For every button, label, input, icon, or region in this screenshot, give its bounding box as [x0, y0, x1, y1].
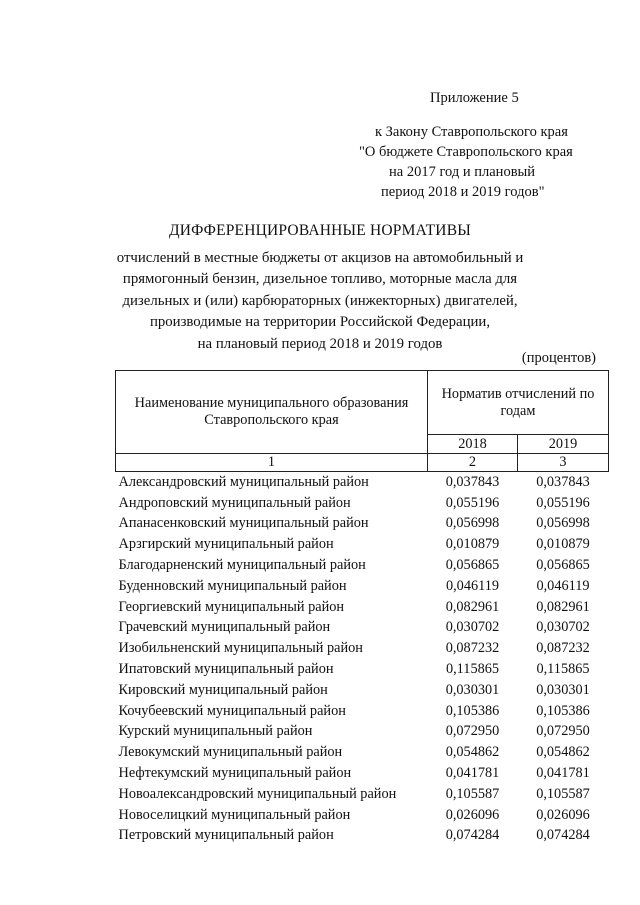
municipality-name: Ипатовский муниципальный район [118, 661, 334, 678]
value-2019: 0,055196 [536, 494, 590, 511]
value-2019: 0,105386 [536, 702, 590, 719]
table-body [116, 472, 609, 847]
column-number-3: 3 [518, 454, 609, 472]
municipality-name: Буденновский муниципальный район [118, 577, 347, 594]
table-row [116, 514, 609, 535]
header-norm: Норматив отчислений по годам [428, 371, 609, 435]
municipality-name: Левокумский муниципальный район [118, 744, 343, 761]
table-row [116, 805, 609, 826]
subtitle-line: на плановый период 2018 и 2019 годов [197, 335, 443, 352]
value-2019: 0,046119 [536, 577, 590, 594]
subtitle-line: производимые на территории Российской Федерации, [149, 314, 491, 331]
column-number-1: 1 [116, 454, 428, 472]
table-row [116, 659, 609, 680]
table-row [116, 701, 609, 722]
appendix-law-title-3: период 2018 и 2019 годов" [381, 184, 545, 200]
value-2019: 0,030301 [536, 681, 590, 698]
document-title: ДИФФЕРЕНЦИРОВАННЫЕ НОРМАТИВЫ [169, 222, 471, 239]
subtitle-line: прямогонный бензин, дизельное топливо, моторные масла для [122, 271, 518, 288]
table-row [116, 638, 609, 659]
municipality-name: Благодарненский муниципальный район [118, 557, 366, 574]
table-row [116, 555, 609, 576]
value-2018: 0,046119 [445, 577, 500, 594]
value-2018: 0,082961 [445, 598, 500, 615]
value-2018: 0,115865 [445, 661, 500, 678]
value-2018: 0,030702 [445, 619, 500, 636]
municipality-name: Апанасенковский муниципальный район [118, 515, 369, 532]
value-2018: 0,037843 [445, 473, 500, 490]
value-2019: 0,026096 [536, 806, 590, 823]
value-2019: 0,056865 [536, 557, 590, 574]
value-2018: 0,055196 [445, 494, 500, 511]
table-row [116, 680, 609, 701]
municipality-name: Кировский муниципальный район [118, 681, 328, 698]
value-2018: 0,056998 [445, 515, 500, 532]
value-2019: 0,074284 [536, 827, 590, 844]
norms-table [115, 370, 609, 846]
appendix-law-title-2: на 2017 год и плановый [389, 164, 536, 180]
column-number-2: 2 [428, 454, 518, 472]
municipality-name: Новоалександровский муниципальный район [118, 785, 397, 802]
header-year-2018: 2018 [428, 435, 518, 454]
municipality-name: Нефтекумский муниципальный район [118, 765, 352, 782]
value-2019: 0,087232 [536, 640, 590, 657]
table-row [116, 784, 609, 805]
value-2019: 0,037843 [536, 473, 590, 490]
appendix-law-title-1: "О бюджете Ставропольского края [359, 144, 573, 160]
value-2018: 0,087232 [445, 640, 500, 657]
table-row [116, 618, 609, 639]
value-2018: 0,026096 [445, 806, 500, 823]
value-2019: 0,082961 [536, 598, 590, 615]
table-row [116, 493, 609, 514]
value-2019: 0,030702 [536, 619, 590, 636]
municipality-name: Андроповский муниципальный район [118, 494, 351, 511]
municipality-name: Курский муниципальный район [118, 723, 313, 740]
value-2019: 0,054862 [536, 744, 590, 761]
value-2019: 0,041781 [536, 765, 590, 782]
appendix-number: Приложение 5 [430, 90, 519, 106]
value-2018: 0,010879 [445, 536, 500, 553]
municipality-name: Александровский муниципальный район [118, 473, 369, 490]
value-2018: 0,105587 [445, 785, 500, 802]
value-2019: 0,105587 [536, 785, 590, 802]
table-row [116, 742, 609, 763]
unit-label: (процентов) [521, 350, 596, 366]
subtitle-line: дизельных и (или) карбюраторных (инжекторных) двигателей, [122, 292, 518, 309]
subtitle-line: отчислений в местные бюджеты от акцизов на автомобильный и [116, 250, 524, 266]
municipality-name: Грачевский муниципальный район [118, 619, 331, 636]
municipality-name: Новоселицкий муниципальный район [118, 806, 351, 823]
municipality-name: Изобильненский муниципальный район [118, 640, 363, 657]
municipality-name: Кочубеевский муниципальный район [118, 702, 346, 719]
table-row [116, 597, 609, 618]
value-2018: 0,074284 [445, 827, 500, 844]
document-subtitle [0, 248, 640, 355]
value-2018: 0,030301 [445, 681, 500, 698]
table-row [116, 534, 609, 555]
header-municipality: Наименование муниципального образования Ставропольского края [116, 371, 428, 454]
table-row [116, 576, 609, 597]
municipality-name: Арзгирский муниципальный район [118, 536, 334, 553]
appendix-law-ref: к Закону Ставропольского края [375, 124, 568, 140]
table-row [116, 826, 609, 847]
value-2019: 0,010879 [536, 536, 590, 553]
header-year-2019: 2019 [518, 435, 609, 454]
value-2019: 0,115865 [536, 661, 590, 678]
value-2018: 0,054862 [445, 744, 500, 761]
table-row [116, 763, 609, 784]
table-row [116, 472, 609, 493]
value-2018: 0,072950 [445, 723, 500, 740]
municipality-name: Георгиевский муниципальный район [118, 598, 345, 615]
value-2019: 0,056998 [536, 515, 590, 532]
value-2018: 0,105386 [445, 702, 500, 719]
value-2018: 0,041781 [445, 765, 500, 782]
municipality-name: Петровский муниципальный район [118, 827, 334, 844]
value-2019: 0,072950 [536, 723, 590, 740]
value-2018: 0,056865 [445, 557, 500, 574]
table-row [116, 722, 609, 743]
